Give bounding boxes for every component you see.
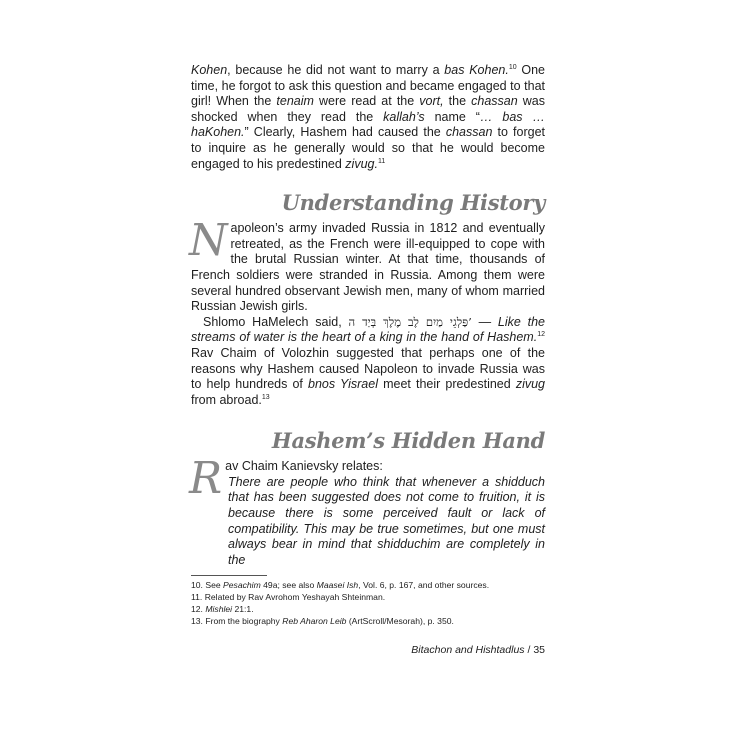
text-run: was shocked when they read the — [191, 94, 546, 124]
footnote-ref: 10 — [508, 63, 517, 71]
footnote-item: 11. Related by Rav Avrohom Yeshayah Shteinman. — [191, 592, 386, 603]
hebrew-verse: ’פַּלְגֵי מַיִם לֶב מֶלֶךְ בְּיַד ה — [348, 314, 472, 329]
italic-term: … bas … haKohen. — [191, 109, 545, 140]
text-run: were read at the — [313, 94, 420, 109]
drop-cap: N — [189, 215, 228, 267]
italic-translation: Like the streams of water is the heart of a king in the hand of Hashem. — [191, 314, 546, 345]
italic-term: zivug — [515, 377, 546, 392]
text-run: from abroad. — [191, 392, 262, 407]
book-page — [191, 60, 545, 656]
text-run: ” Clearly, Hashem had caused the — [244, 125, 446, 140]
text-run: Shlomo HaMelech said, — [203, 314, 349, 329]
text-run: the — [443, 94, 472, 109]
footnote-ref: 13 — [261, 393, 270, 401]
section-heading-hidden-hand: Hashem’s Hidden Hand — [271, 428, 545, 454]
text-run: One time, he forgot to ask this question and became engaged to that girl! When the — [191, 63, 545, 109]
footnotes — [191, 580, 545, 627]
napoleon-paragraph — [189, 215, 545, 315]
text-run: , because he did not want to marry a — [227, 63, 445, 77]
italic-term: bas Kohen. — [444, 63, 509, 77]
footnote-divider — [191, 575, 267, 576]
text-run: to forget to inquire as he generally would so that he would become engaged to his predestined — [191, 125, 545, 171]
footnote-ref: 12 — [537, 331, 545, 339]
text-run: meet their predestined — [377, 377, 516, 392]
shlomo-paragraph — [191, 315, 545, 409]
footnote-item: 10. See Pesachim 49a; see also Maasei Ish, Vol. 6, p. 167, and other sources. — [191, 580, 490, 591]
footnote-item: 12. Mishlei 21:1. — [191, 604, 254, 615]
italic-term: tenaim — [276, 94, 314, 109]
italic-term: Kohen — [191, 63, 228, 77]
kanievsky-intro: av Chaim Kanievsky relates: — [225, 459, 383, 474]
text-run: — — [471, 314, 498, 329]
text-run: name “ — [424, 109, 480, 124]
kanievsky-block — [189, 453, 545, 568]
footnote-item: 13. From the biography Reb Aharon Leib (ArtScroll/Mesorah), p. 350. — [191, 615, 454, 626]
italic-term: kallah’s — [383, 109, 425, 124]
separator: / — [524, 643, 534, 656]
italic-term: zivug. — [345, 156, 378, 171]
italic-term: vort, — [419, 94, 444, 109]
italic-term: chassan — [471, 94, 518, 109]
kanievsky-quote: There are people who think that whenever a shidduch that has been suggested does not come to fruition, it is because there is some perceived fault or lack of compatibility. This may be true sometimes, but one must always bear in mind that shidduchim are completely in the — [228, 474, 545, 567]
footnote-ref: 11 — [377, 157, 386, 165]
running-footer — [191, 644, 545, 656]
page-number: 35 — [533, 643, 545, 656]
italic-term: chassan — [445, 125, 493, 140]
intro-paragraph — [191, 63, 545, 172]
running-title: Bitachon and Hishtadlus — [411, 643, 525, 656]
text-run: Rav Chaim of Volozhin suggested that perhaps one of the reasons why Hashem caused Napoleon to invade Russia was to help hundreds of — [191, 345, 545, 392]
text-run: apoleon’s army invaded Russia in 1812 and eventually retreated, as the French were ill-equipped to cope with the brutal Russian winter. At that time, thousands of French soldiers were stranded in Russia. Among them were several hundred observant Jewish men, many of whom married Russian Jewish girls. — [191, 221, 545, 314]
italic-term: bnos Yisrael — [308, 377, 378, 392]
section-heading-understanding-history: Understanding History — [281, 190, 545, 216]
drop-cap: R — [189, 453, 223, 505]
